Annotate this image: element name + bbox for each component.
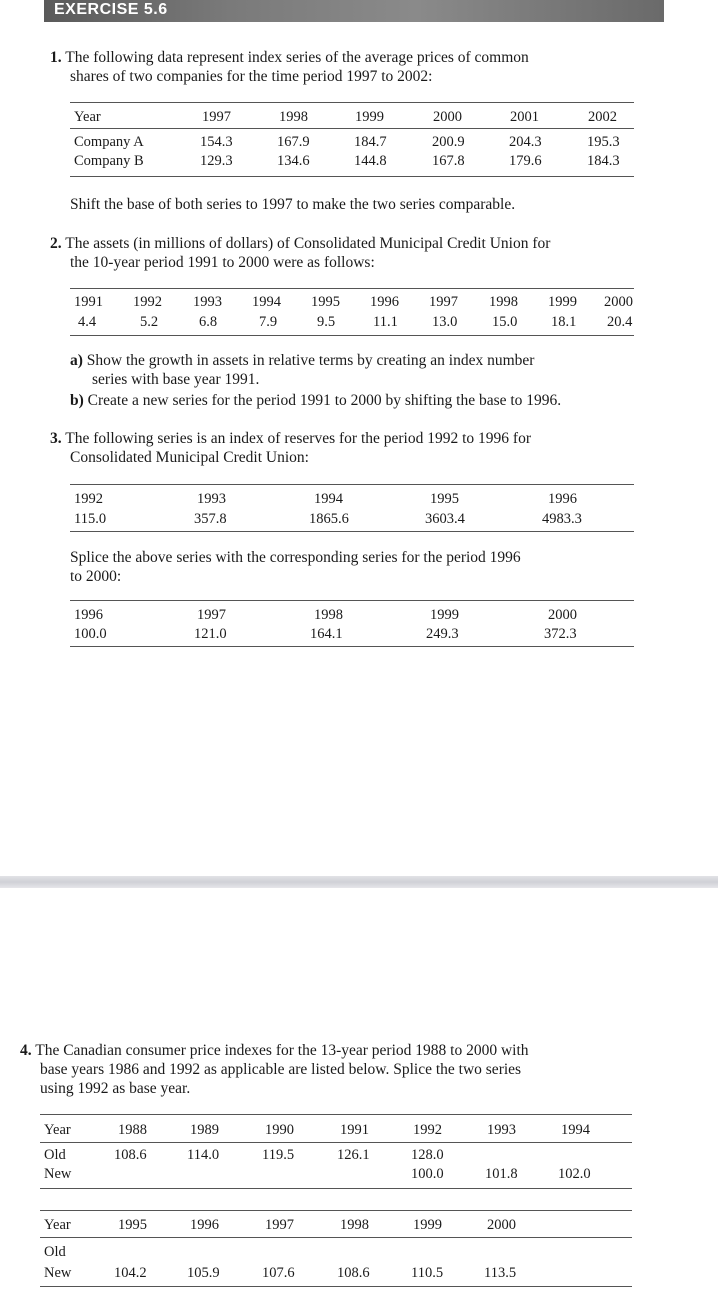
q4-t1-old-cell: 114.0 — [187, 1147, 220, 1163]
q4-t1-new-cell: 100.0 — [411, 1166, 444, 1182]
q4-t1-new-cell: 101.8 — [485, 1166, 518, 1182]
q4-line2: base years 1986 and 1992 as applicable are listed below. Splice the two series — [40, 1061, 522, 1078]
q4-t1-old-cell: 128.0 — [411, 1147, 444, 1163]
q3-t2-year: 1997 — [197, 607, 226, 623]
q1-header-cell: 1997 — [202, 109, 231, 125]
q4-table2-top-rule — [40, 1210, 632, 1211]
q3-mid-line1: Splice the above series with the corresponding series for the period 1996 — [70, 549, 521, 566]
q4-t2-new-cell: 110.5 — [411, 1265, 444, 1281]
q4-t2-header: 2000 — [487, 1217, 516, 1233]
q4-text — [20, 1041, 529, 1060]
q3-t1-value: 3603.4 — [425, 511, 465, 527]
q4-t1-old-cell: 126.1 — [337, 1147, 370, 1163]
q1-cell: 195.3 — [587, 134, 620, 150]
q3-text — [50, 429, 531, 448]
q3-t1-value: 1865.6 — [309, 511, 349, 527]
q1-cell: 184.3 — [587, 153, 620, 169]
q1-cell: 204.3 — [509, 134, 542, 150]
q4-t2-new-cell: 105.9 — [187, 1265, 220, 1281]
q2-table-top-rule — [70, 288, 634, 289]
q3-number: 3. — [50, 430, 62, 447]
q2-text — [50, 234, 550, 253]
q3-t2-value: 372.3 — [544, 626, 577, 642]
q4-t1-old-cell: 119.5 — [262, 1147, 295, 1163]
q1-cell: 144.8 — [354, 153, 387, 169]
q2-part-a-line1: Show the growth in assets in relative terms by creating an index number — [86, 352, 535, 369]
q4-t1-header: 1991 — [340, 1122, 369, 1138]
q4-t2-header: 1996 — [190, 1217, 219, 1233]
q1-row-label: Company A — [74, 134, 144, 150]
q2-value: 4.4 — [78, 314, 97, 330]
q2-year: 1993 — [193, 294, 222, 310]
q4-t1-header: 1990 — [265, 1122, 294, 1138]
q3-t1-year: 1992 — [74, 491, 103, 507]
q3-t1-year: 1993 — [197, 491, 226, 507]
q4-t2-header: 1995 — [118, 1217, 147, 1233]
q1-table-header-rule — [70, 128, 634, 129]
q4-t2-new-cell: 104.2 — [114, 1265, 147, 1281]
q2-value: 7.9 — [259, 314, 278, 330]
q2-value: 13.0 — [432, 314, 458, 330]
q2-year: 1998 — [489, 294, 518, 310]
q1-cell: 179.6 — [509, 153, 542, 169]
q1-cell: 129.3 — [200, 153, 233, 169]
q2-line1: The assets (in millions of dollars) of Consolidated Municipal Credit Union for — [65, 235, 551, 252]
q2-number: 2. — [50, 235, 62, 252]
q2-table-bottom-rule — [70, 335, 634, 336]
q2-year: 1996 — [370, 294, 399, 310]
q4-table2-bottom-rule — [40, 1286, 632, 1287]
q3-t1-value: 4983.3 — [542, 511, 582, 527]
q3-t1-year: 1994 — [314, 491, 343, 507]
q2-part-a — [70, 351, 534, 370]
q1-text — [50, 48, 529, 67]
q2-year: 2000 — [604, 294, 633, 310]
q3-line2: Consolidated Municipal Credit Union: — [70, 449, 309, 466]
q4-t2-new-cell: 113.5 — [484, 1265, 517, 1281]
q2-year: 1992 — [133, 294, 162, 310]
q3-t2-year: 1996 — [74, 607, 103, 623]
q3-t2-value: 100.0 — [74, 626, 107, 642]
q3-t2-year: 2000 — [548, 607, 577, 623]
q4-t1-new-cell: 102.0 — [558, 1166, 591, 1182]
q4-line3: using 1992 as base year. — [40, 1080, 191, 1097]
q4-t2-new-cell: 108.6 — [337, 1265, 370, 1281]
q1-number: 1. — [50, 49, 62, 66]
q1-header-year: Year — [74, 109, 101, 125]
q4-t1-new-label: New — [44, 1166, 72, 1182]
q1-cell: 184.7 — [354, 134, 387, 150]
q1-line2: shares of two companies for the time period 1997 to 2002: — [70, 68, 433, 85]
q2-year: 1994 — [252, 294, 281, 310]
q1-cell: 134.6 — [277, 153, 310, 169]
q4-t2-header: 1998 — [340, 1217, 369, 1233]
q4-t1-header: 1993 — [487, 1122, 516, 1138]
q1-header-cell: 1998 — [279, 109, 308, 125]
q4-table1-header-rule — [40, 1142, 632, 1143]
q2-value: 9.5 — [317, 314, 336, 330]
q1-header-cell: 2002 — [588, 109, 617, 125]
q3-table2-bottom-rule — [70, 646, 634, 647]
q3-table1-bottom-rule — [70, 531, 634, 532]
q2-value: 5.2 — [140, 314, 159, 330]
q1-table-bottom-rule — [70, 176, 634, 177]
q1-header-cell: 2000 — [433, 109, 462, 125]
q2-part-b-label: b) — [70, 392, 84, 409]
q1-cell: 167.8 — [432, 153, 465, 169]
q1-cell: 167.9 — [277, 134, 310, 150]
q3-t1-value: 357.8 — [194, 511, 227, 527]
q2-value: 18.1 — [551, 314, 577, 330]
q4-t1-header: 1994 — [561, 1122, 590, 1138]
q4-t1-old-label: Old — [44, 1147, 66, 1163]
q4-t2-old-label: Old — [44, 1244, 66, 1260]
q2-year: 1999 — [548, 294, 577, 310]
q1-header-cell: 2001 — [510, 109, 539, 125]
q4-number: 4. — [20, 1042, 32, 1059]
q4-t1-old-cell: 108.6 — [114, 1147, 147, 1163]
q4-table2-header-rule — [40, 1237, 632, 1238]
q2-value: 20.4 — [607, 314, 633, 330]
q1-table-top-rule — [70, 102, 634, 103]
q4-t1-header: 1992 — [413, 1122, 442, 1138]
q4-t1-header: 1989 — [190, 1122, 219, 1138]
q1-row-label: Company B — [74, 153, 144, 169]
q3-t1-year: 1996 — [548, 491, 577, 507]
q2-part-a-label: a) — [70, 352, 83, 369]
q4-table1-bottom-rule — [40, 1188, 632, 1189]
page-break-divider — [0, 876, 718, 888]
q2-part-b — [70, 391, 561, 410]
q4-line1: The Canadian consumer price indexes for the 13-year period 1988 to 2000 with — [35, 1042, 529, 1059]
q2-part-b-line1: Create a new series for the period 1991 to 2000 by shifting the base to 1996. — [87, 392, 562, 409]
q1-cell: 154.3 — [200, 134, 233, 150]
q2-part-a-line2: series with base year 1991. — [92, 371, 260, 388]
q3-t2-value: 249.3 — [426, 626, 459, 642]
q4-t2-header-year: Year — [44, 1217, 71, 1233]
q1-after-text: Shift the base of both series to 1997 to make the two series comparable. — [70, 196, 516, 213]
q3-mid-line2: to 2000: — [70, 568, 122, 585]
q4-table1-top-rule — [40, 1114, 632, 1115]
q3-line1: The following series is an index of reserves for the period 1992 to 1996 for — [65, 430, 531, 447]
exercise-title: EXERCISE 5.6 — [54, 1, 168, 18]
q1-header-cell: 1999 — [355, 109, 384, 125]
q2-year: 1997 — [429, 294, 458, 310]
q2-value: 11.1 — [373, 314, 398, 330]
exercise-header-bar — [44, 0, 664, 22]
q4-t2-header: 1997 — [265, 1217, 294, 1233]
q4-t2-new-cell: 107.6 — [262, 1265, 295, 1281]
q4-t1-header-year: Year — [44, 1122, 71, 1138]
q3-t1-year: 1995 — [430, 491, 459, 507]
q2-year: 1995 — [311, 294, 340, 310]
q2-year: 1991 — [74, 294, 103, 310]
q2-value: 15.0 — [492, 314, 518, 330]
q3-t2-value: 164.1 — [310, 626, 343, 642]
q3-table1-top-rule — [70, 484, 634, 485]
q3-t2-year: 1998 — [314, 607, 343, 623]
q3-t2-year: 1999 — [430, 607, 459, 623]
q3-t1-value: 115.0 — [74, 511, 107, 527]
q2-value: 6.8 — [199, 314, 218, 330]
q4-t2-header: 1999 — [413, 1217, 442, 1233]
q4-t1-header: 1988 — [118, 1122, 147, 1138]
q4-t2-new-label: New — [44, 1265, 72, 1281]
q3-t2-value: 121.0 — [194, 626, 227, 642]
q2-line2: the 10-year period 1991 to 2000 were as follows: — [70, 254, 375, 271]
q1-line1: The following data represent index series of the average prices of common — [65, 49, 529, 66]
q3-table2-top-rule — [70, 600, 634, 601]
q1-cell: 200.9 — [432, 134, 465, 150]
